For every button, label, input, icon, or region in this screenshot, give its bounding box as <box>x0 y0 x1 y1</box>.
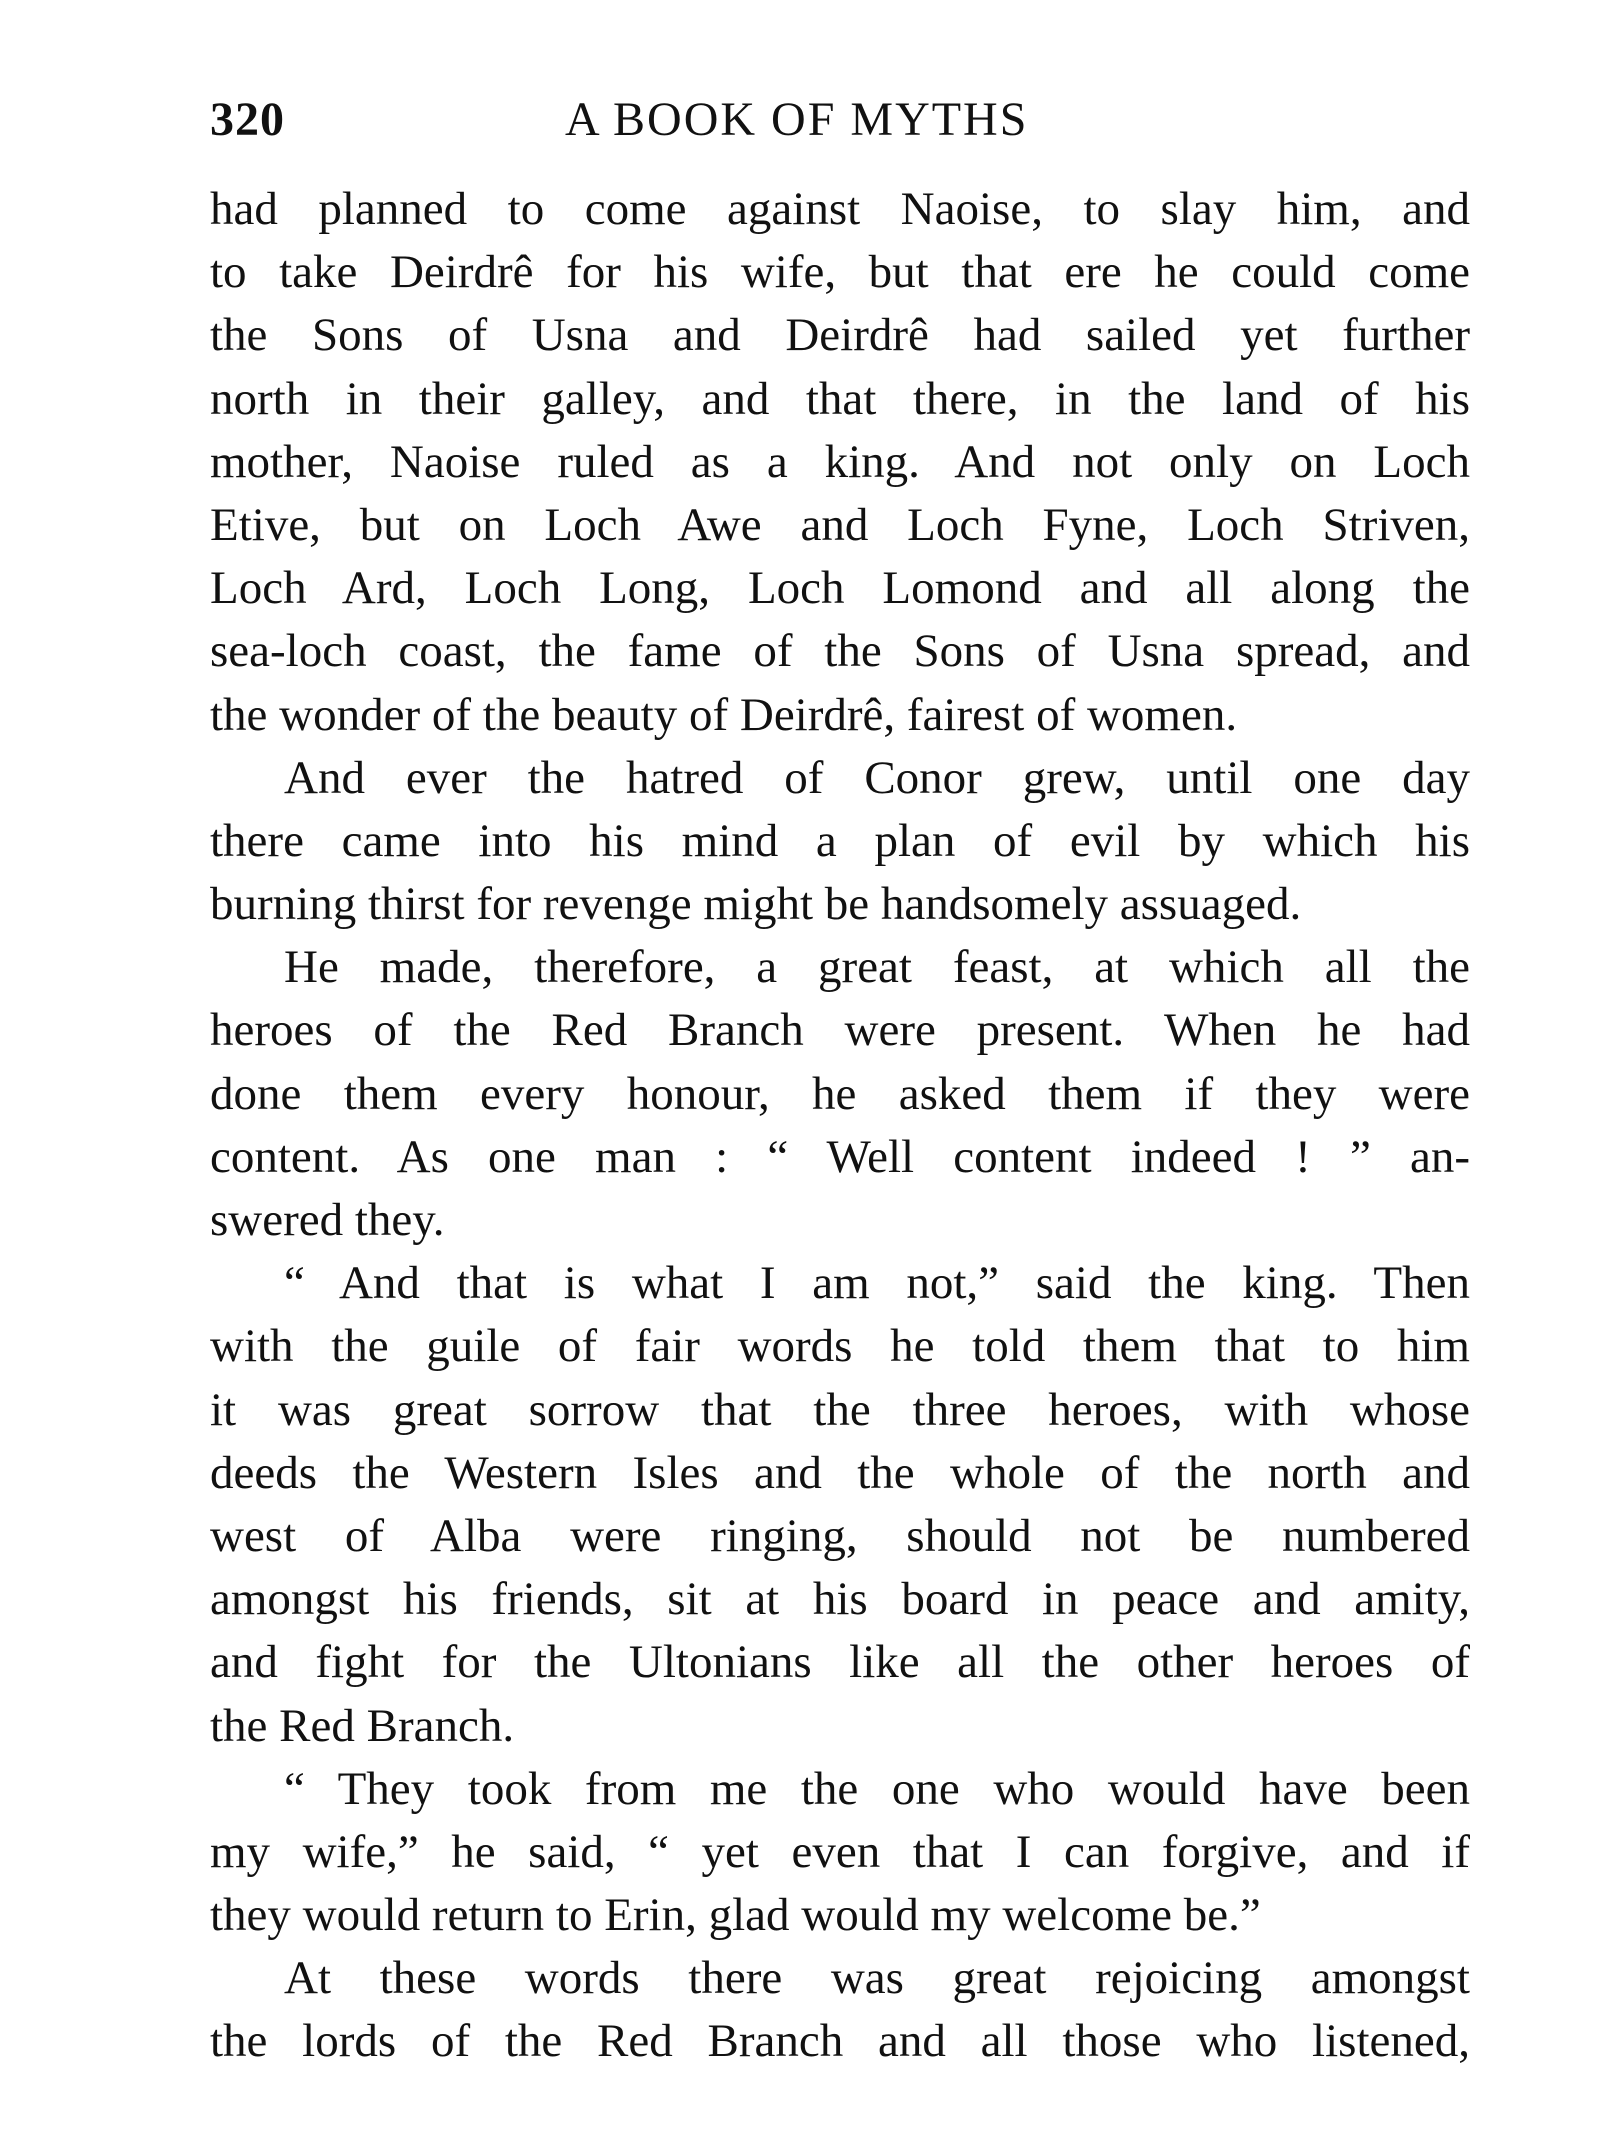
text-line: mother, Naoise ruled as a king. And not only on Loch <box>210 435 1470 488</box>
text-line: swered they. <box>210 1194 445 1246</box>
text-line: Loch Ard, Loch Long, Loch Lomond and all along the <box>210 562 1470 615</box>
text-line: to take Deirdrê for his wife, but that ere he could come <box>210 246 1470 299</box>
text-line: the lords of the Red Branch and all those who listened, <box>210 2015 1470 2068</box>
text-line: it was great sorrow that the three heroes, with whose <box>210 1383 1470 1436</box>
text-line: And ever the hatred of Conor grew, until one day <box>284 751 1470 804</box>
text-line: heroes of the Red Branch were present. When he had <box>210 1004 1470 1057</box>
text-line: there came into his mind a plan of evil by which his <box>210 814 1470 867</box>
text-line: north in their galley, and that there, in the land of his <box>210 372 1470 425</box>
text-line: with the guile of fair words he told them that to him <box>210 1320 1470 1373</box>
text-line: amongst his friends, sit at his board in peace and amity, <box>210 1573 1470 1626</box>
page-header <box>210 92 1470 162</box>
running-title: A BOOK OF MYTHS <box>565 93 1029 146</box>
text-line: had planned to come against Naoise, to slay him, and <box>210 183 1470 235</box>
text-line: deeds the Western Isles and the whole of the north and <box>210 1446 1470 1499</box>
text-line: “ They took from me the one who would have been <box>284 1762 1470 1815</box>
text-line: my wife,” he said, “ yet even that I can forgive, and if <box>210 1825 1470 1878</box>
body-text <box>210 178 1470 2074</box>
text-line: burning thirst for revenge might be handsomely assuaged. <box>210 878 1302 931</box>
text-line: west of Alba were ringing, should not be numbered <box>210 1509 1470 1562</box>
text-line: the Sons of Usna and Deirdrê had sailed yet further <box>210 309 1470 362</box>
text-line: He made, therefore, a great feast, at which all the <box>284 941 1470 994</box>
text-line: and fight for the Ultonians like all the other heroes of <box>210 1636 1470 1689</box>
text-line: “ And that is what I am not,” said the king. Then <box>284 1257 1470 1310</box>
text-line: done them every honour, he asked them if they were <box>210 1067 1470 1120</box>
text-line: At these words there was great rejoicing amongst <box>284 1952 1470 2005</box>
text-line: the wonder of the beauty of Deirdrê, fairest of women. <box>210 688 1238 741</box>
text-line: Etive, but on Loch Awe and Loch Fyne, Loch Striven, <box>210 498 1470 551</box>
text-line: they would return to Erin, glad would my welcome be.” <box>210 1889 1261 1942</box>
page-number: 320 <box>210 93 285 146</box>
text-line: the Red Branch. <box>210 1699 515 1752</box>
text-line: sea-loch coast, the fame of the Sons of Usna spread, and <box>210 625 1470 678</box>
text-line: content. As one man : “ Well content indeed ! ” an- <box>210 1130 1470 1183</box>
